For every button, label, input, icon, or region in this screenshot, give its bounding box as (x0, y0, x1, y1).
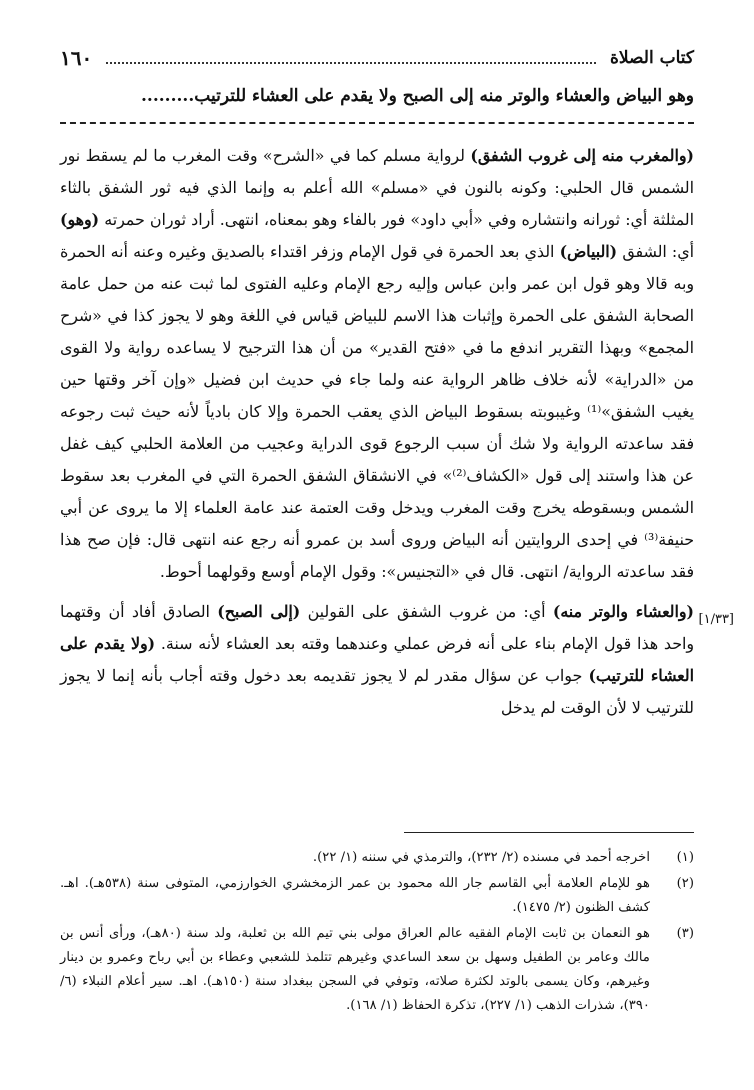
footnote-number: (٣) (676, 926, 694, 941)
footnote (60, 846, 694, 870)
quoted-matn: (والعشاء والوتر منه) (552, 602, 694, 621)
book-title: كتاب الصلاة (609, 48, 694, 68)
paragraph-2 (60, 596, 694, 724)
commentary-text: جواب عن سؤال مقدر لم لا يجوز تقديمه بعد دخول وقته أجاب بأنه إنما لا يجوز للترتيب لا لأن الوقت لم يدخل (60, 666, 694, 717)
paragraph-1 (60, 140, 694, 588)
footnote-text: هو النعمان بن ثابت الإمام الفقيه عالم العراق مولى بني تيم الله بن ثعلبة، ولد سنة (٨٠هـ)، ورأى أنس بن مالك وعامر بن الطفيل وسهل بن سعد الساعدي وغيرهم تتلمذ للشعبي وعطاء بن أبي رباح وعمرو بن دينار وغيرهم، وكان يسمى بالوتد لكثرة صلاته، وتوفي في السجن ببغداد سنة (١٥٠هـ). اهـ. سير أعلام النبلاء (٦/ ٣٩٠)، شذرات الذهب (١/ ٢٢٧)، تذكرة الحفاظ (١/ ١٦٨). (60, 926, 650, 1013)
footnote-text: هو للإمام العلامة أبي القاسم جار الله محمود بن عمر الزمخشري الخوارزمي، المتوفى سنة (٥٣٨هـ). اهـ. كشف الظنون (٢/ ١٤٧٥). (60, 876, 650, 915)
matn-line: وهو البياض والعشاء والوتر منه إلى الصبح ولا يقدم على العشاء للترتيب......... (141, 86, 694, 106)
quoted-matn: (ولا يقدم على العشاء للترتيب) (60, 634, 694, 685)
footnote-text: اخرجه أحمد في مسنده (٢/ ٢٣٢)، والترمذي في سننه (١/ ٢٢). (312, 850, 650, 865)
footnote-divider (404, 832, 694, 833)
footnote-number: (١) (676, 850, 694, 865)
page-number: ١٦٠ (60, 46, 93, 70)
footnote (60, 922, 694, 1018)
matn-divider (60, 122, 694, 124)
commentary-text: أي: من غروب الشفق على القولين (300, 602, 553, 621)
commentary-text: أي: الشفق (617, 242, 694, 261)
commentary-text: لرواية مسلم كما في «الشرح» وقت المغرب ما لم يسقط نور الشمس قال الحلبي: وكونه بالنون في «مسلم» الله أعلم به وإنما الذي فيه ثور الشفق بالثاء المثلثة أي: ثورانه وانتشاره وفي «أبي داود» فور بالفاء وهو بمعناه، انتهى. أراد ثوران حمرته (60, 146, 694, 229)
commentary-body (60, 140, 694, 724)
quoted-matn: (وهو) (60, 210, 100, 229)
header-dotted-rule (106, 52, 596, 64)
commentary-text: الصادق أفاد أن وقتهما واحد هذا قول الإمام بناء على أنه فرض عملي وعندهما وقته بعد العشاء لأنه سنة. (60, 602, 694, 653)
footnote (60, 872, 694, 920)
manuscript-folio-ref: [١/٣٣] (698, 612, 734, 627)
quoted-matn: (والمغرب منه إلى غروب الشفق) (470, 146, 694, 165)
footnotes (60, 846, 694, 1020)
page-header (60, 40, 694, 76)
commentary-text: الذي بعد الحمرة في قول الإمام وزفر اقتداء بالصديق وغيره وعنه أنه الحمرة وبه قالا وهو قول ابن عمر وابن عباس وإليه رجع الإمام وعليه الفتوى لما ثبت عنه من حمل عامة الصحابة الشفق على الحمرة وإثبات هذا الاسم للبياض قياس في اللغة وهو لا يجوز كذا في «شرح المجمع» وبهذا التقرير اندفع ما في «فتح القدير» من أن هذا الترجيح لا يساعده رواية ولا القوى من «الدراية» لأنه خلاف ظاهر الرواية عنه ولما جاء في حديث ابن فضيل «وإن آخر وقتها حين يغيب الشفق»⁽¹⁾ وغيبوبته بسقوط البياض الذي يعقب الحمرة وإلا كان بادياً لأنه حيث ثبت رجوعه فقد ساعدته الرواية ولا شك أن سبب الرجوع قوى الدراية وعجيب من العلامة الحلبي كيف غفل عن هذا واستند إلى قول «الكشاف⁽²⁾» في الانشقاق الشفق الحمرة التي في المغرب بعد سقوط الشمس وبسقوطه يخرج وقت المغرب ويدخل وقت العتمة عند عامة العلماء إلا ما يروى عن أبي حنيفة⁽³⁾ في إحدى الروايتين أنه البياض وروى أسد بن عمرو أنه رجع عنه انتهى قال: فإن صح هذا فقد ساعدته الرواية/ انتهى. قال في «التجنيس»: وقول الإمام أوسع وقولهما أحوط. (60, 242, 694, 581)
quoted-matn: (إلى الصبح) (217, 602, 301, 621)
quoted-matn: (البياض) (559, 242, 618, 261)
footnote-number: (٢) (676, 876, 694, 891)
